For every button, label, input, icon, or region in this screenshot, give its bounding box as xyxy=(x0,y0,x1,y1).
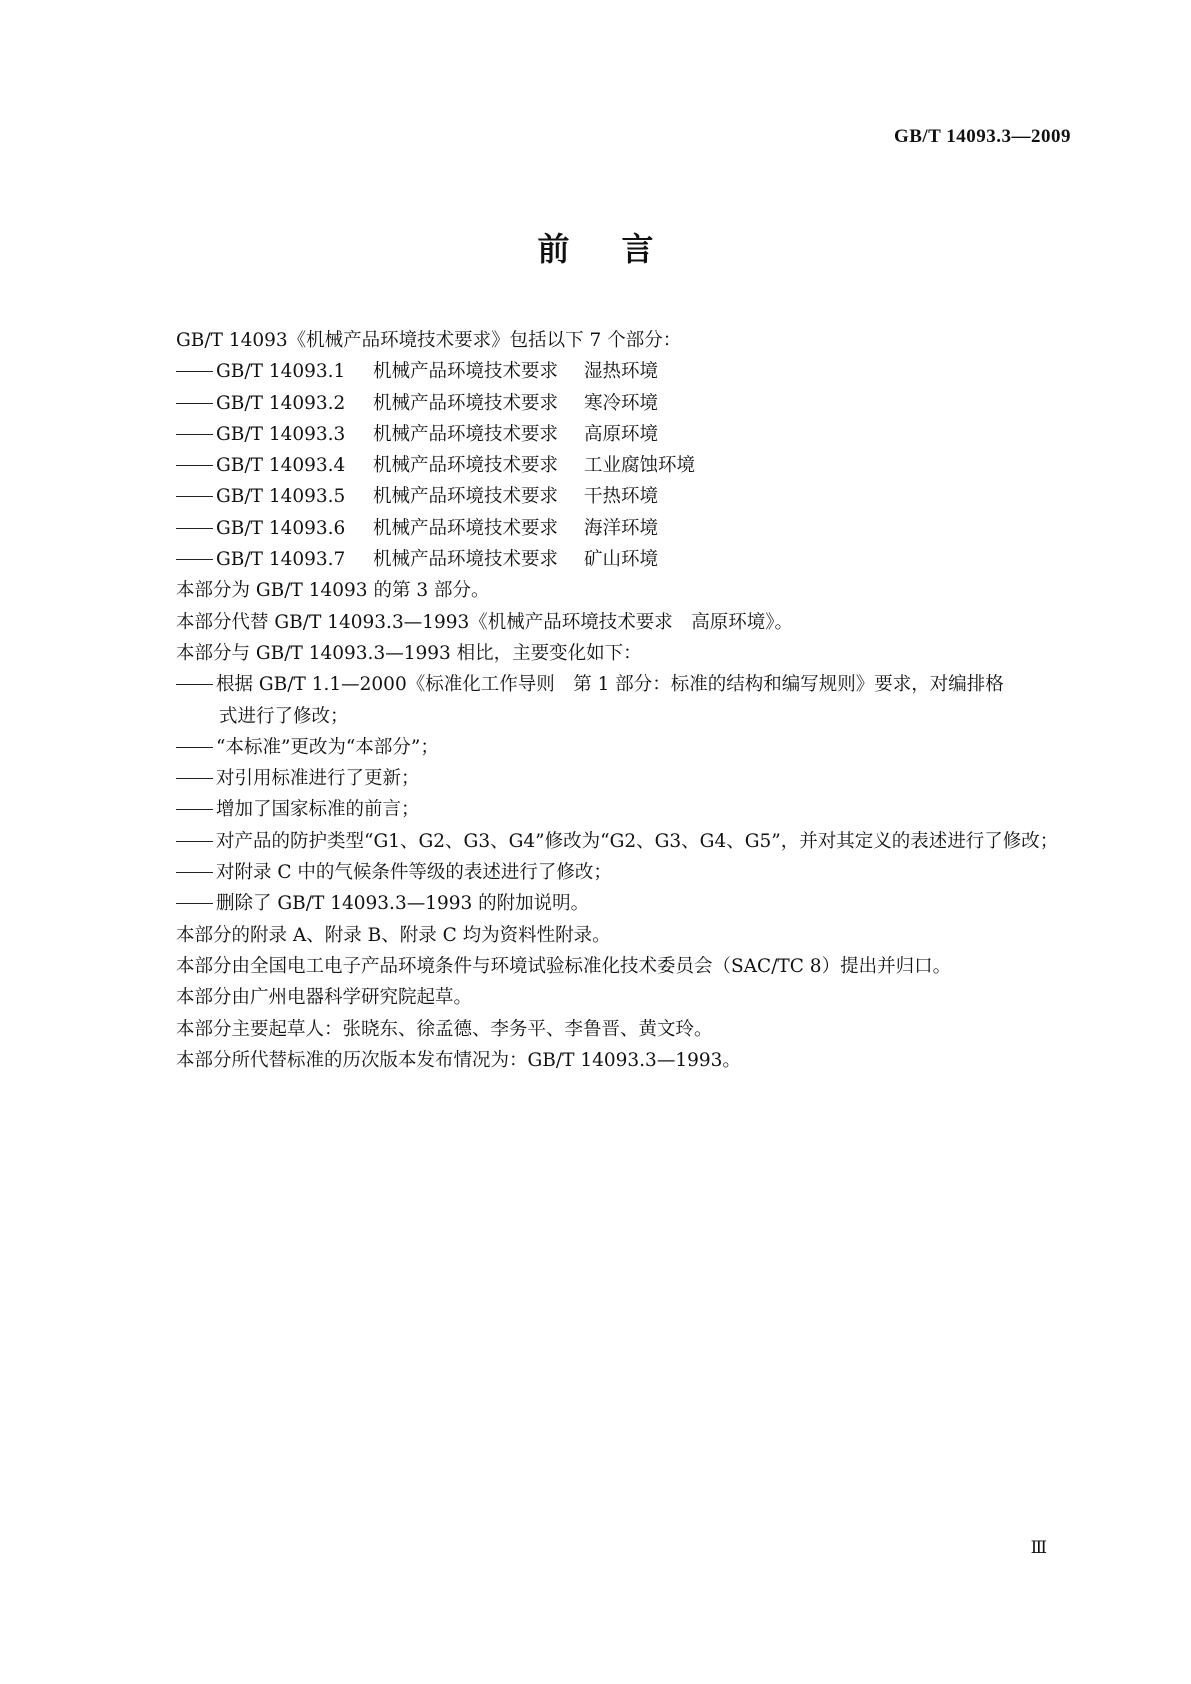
foreword-body xyxy=(176,325,1059,1076)
drafted-paragraph: 本部分由广州电器科学研究院起草。 xyxy=(176,987,473,1009)
title-char-2: 言 xyxy=(621,230,654,268)
changes-list xyxy=(176,669,1059,919)
list-item: GB/T 14093.3 机械产品环境技术要求 高原环境 xyxy=(176,419,1056,450)
list-item: 对附录 C 中的气候条件等级的表述进行了修改； xyxy=(176,857,1056,888)
drafters-paragraph: 本部分主要起草人：张晓东、徐孟德、李务平、李鲁晋、黄文玲。 xyxy=(176,1018,713,1040)
list-item: GB/T 14093.2 机械产品环境技术要求 寒冷环境 xyxy=(176,388,1056,419)
em-dash xyxy=(176,903,213,904)
em-dash xyxy=(176,434,213,435)
em-dash xyxy=(176,371,213,372)
list-item: 对引用标准进行了更新； xyxy=(176,763,1056,794)
em-dash xyxy=(176,778,213,779)
list-item: 根据 GB/T 1.1—2000《标准化工作导则 第 1 部分：标准的结构和编写规则》要求，对编排格 xyxy=(176,669,1056,700)
list-item: GB/T 14093.1 机械产品环境技术要求 湿热环境 xyxy=(176,356,1056,387)
em-dash xyxy=(176,496,213,497)
em-dash xyxy=(176,841,213,842)
list-item: 对产品的防护类型“G1、G2、G3、G4”修改为“G2、G3、G4、G5”，并对其定义的表述进行了修改； xyxy=(176,826,1056,857)
list-item: “本标准”更改为“本部分”； xyxy=(176,732,1056,763)
page-title xyxy=(0,224,1191,270)
replace-paragraph: 本部分代替 GB/T 14093.3—1993《机械产品环境技术要求 高原环境》。 xyxy=(176,611,794,633)
em-dash xyxy=(176,559,213,560)
standard-number: GB/T 14093.3—2009 xyxy=(893,126,1071,147)
compare-paragraph: 本部分与 GB/T 14093.3—1993 相比，主要变化如下： xyxy=(176,642,642,664)
em-dash xyxy=(176,872,213,873)
em-dash xyxy=(176,684,213,685)
list-item: 增加了国家标准的前言； xyxy=(176,794,1056,825)
page-number: Ⅲ xyxy=(1030,1538,1047,1557)
em-dash xyxy=(176,465,213,466)
history-paragraph: 本部分所代替标准的历次版本发布情况为：GB/T 14093.3—1993。 xyxy=(176,1049,741,1071)
list-item: GB/T 14093.6 机械产品环境技术要求 海洋环境 xyxy=(176,513,1056,544)
list-item-continuation: 式进行了修改； xyxy=(219,705,349,727)
annex-paragraph: 本部分的附录 A、附录 B、附录 C 均为资料性附录。 xyxy=(176,924,611,946)
list-item: GB/T 14093.4 机械产品环境技术要求 工业腐蚀环境 xyxy=(176,450,1056,481)
intro-paragraph: GB/T 14093《机械产品环境技术要求》包括以下 7 个部分： xyxy=(176,330,682,351)
proposed-paragraph: 本部分由全国电工电子产品环境条件与环境试验标准化技术委员会（SAC/TC 8）提出并归口。 xyxy=(176,955,952,977)
em-dash xyxy=(176,528,213,529)
list-item: GB/T 14093.5 机械产品环境技术要求 干热环境 xyxy=(176,481,1056,512)
list-item: 删除了 GB/T 14093.3—1993 的附加说明。 xyxy=(176,888,1056,919)
em-dash xyxy=(176,809,213,810)
parts-list xyxy=(176,356,1056,575)
em-dash xyxy=(176,403,213,404)
title-char-1: 前 xyxy=(537,230,570,268)
list-item: GB/T 14093.7 机械产品环境技术要求 矿山环境 xyxy=(176,544,1056,575)
em-dash xyxy=(176,747,213,748)
part3-paragraph: 本部分为 GB/T 14093 的第 3 部分。 xyxy=(176,580,490,602)
